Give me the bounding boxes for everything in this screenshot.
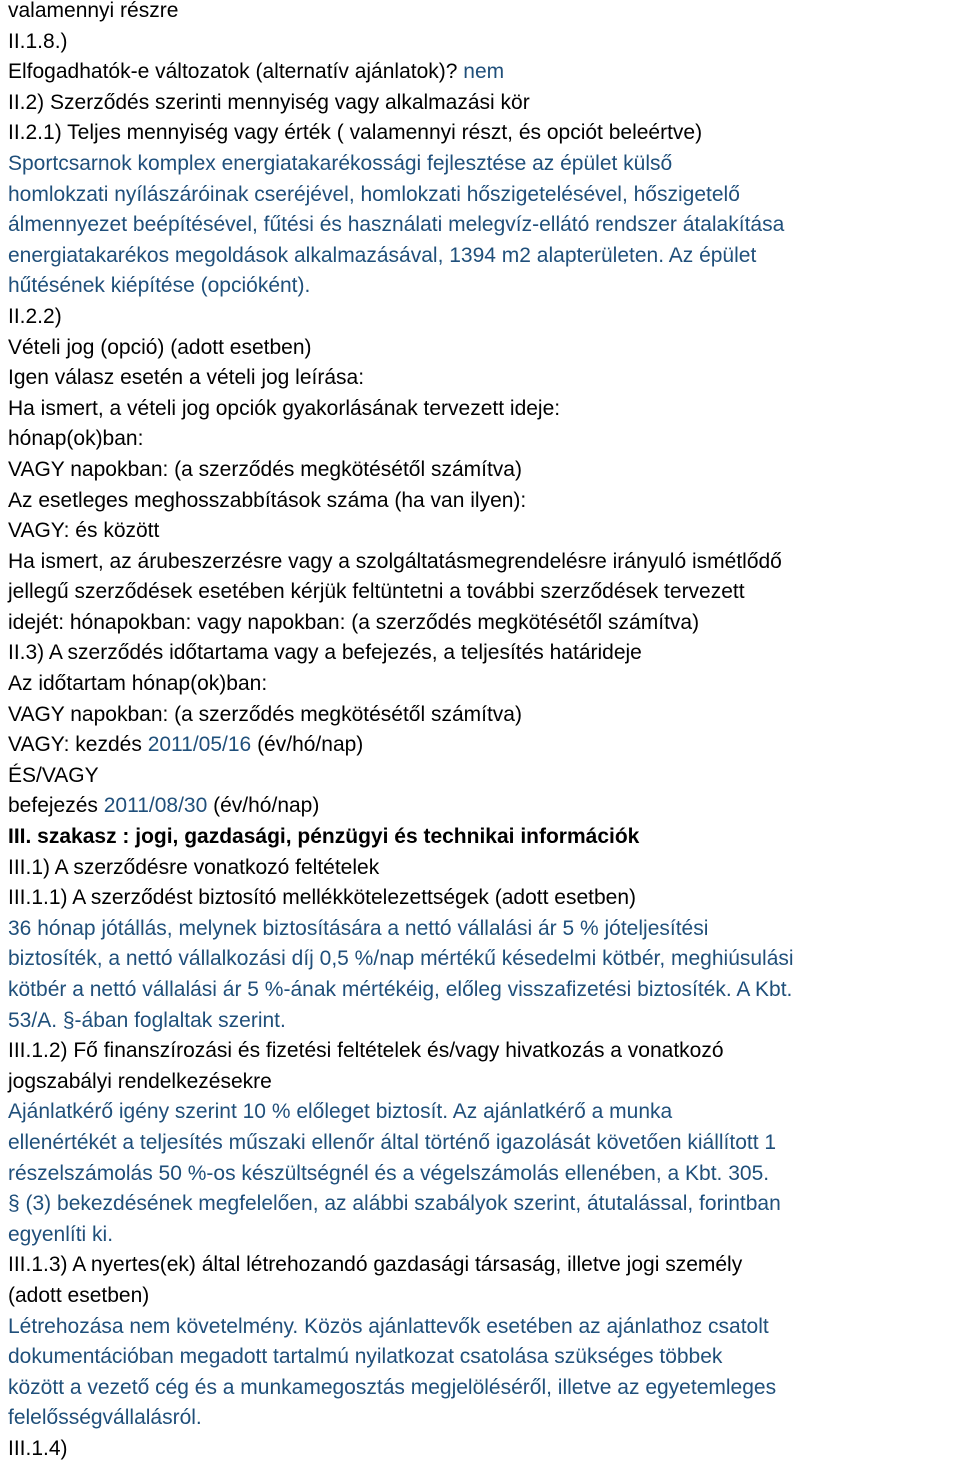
field-value: hűtésének kiépítése (opcióként). — [8, 274, 311, 298]
document-line — [8, 1373, 960, 1404]
section-heading: III. szakasz : jogi, gazdasági, pénzügyi és technikai információk — [8, 825, 640, 849]
document-line — [8, 1067, 960, 1098]
field-label: jogszabályi rendelkezésekre — [8, 1069, 272, 1093]
document-line — [8, 180, 960, 211]
document-line — [8, 271, 960, 302]
document-line — [8, 638, 960, 669]
document-line — [8, 1250, 960, 1281]
field-value: Sportcsarnok komplex energiatakarékossági fejlesztése az épület külső — [8, 151, 673, 175]
document-line — [8, 363, 960, 394]
document-line — [8, 761, 960, 792]
document-line — [8, 822, 960, 853]
field-label: Elfogadhatók-e változatok (alternatív ajánlatok)? — [8, 60, 464, 84]
document-line — [8, 1006, 960, 1037]
field-label: VAGY napokban: (a szerződés megkötésétől számítva) — [8, 702, 522, 726]
field-label: befejezés — [8, 794, 104, 818]
document-line — [8, 210, 960, 241]
document-line — [8, 333, 960, 364]
field-label: II.2.2) — [8, 304, 62, 328]
field-label: (év/hó/nap) — [207, 794, 320, 818]
document-line — [8, 57, 960, 88]
document-line — [8, 1159, 960, 1190]
field-label: III.1.1) A szerződést biztosító mellékkötelezettségek (adott esetben) — [8, 886, 637, 910]
field-value: 36 hónap jótállás, melynek biztosítására a nettó vállalási ár 5 % jóteljesítési — [8, 916, 709, 940]
field-value: biztosíték, a nettó vállalkozási díj 0,5 %/nap mértékű késedelmi kötbér, meghiúsulási — [8, 947, 794, 971]
field-label: III.1.4) — [8, 1436, 68, 1460]
field-value: 2011/05/16 — [147, 733, 252, 757]
field-value: részelszámolás 50 %-os készültségnél és a végelszámolás ellenében, a Kbt. 305. — [8, 1161, 770, 1185]
field-value: kötbér a nettó vállalási ár 5 %-ának mértékéig, előleg visszafizetési biztosíték. A Kbt. — [8, 978, 793, 1001]
document-line — [8, 0, 960, 27]
document-line — [8, 975, 960, 1006]
field-label: (év/hó/nap) — [251, 733, 364, 757]
field-label: III.1.3) A nyertes(ek) által létrehozandó gazdasági társaság, illetve jogi személy — [8, 1253, 743, 1277]
field-value: ellenértékét a teljesítés műszaki ellenőr által történő igazolását követően kiállított 1 — [8, 1130, 777, 1154]
document-line — [8, 700, 960, 731]
field-value: felelősségvállalásról. — [8, 1406, 202, 1430]
document-line — [8, 1189, 960, 1220]
field-value: között a vezető cég és a munkamegosztás megjelöléséről, illetve az egyetemleges — [8, 1375, 777, 1399]
document-line — [8, 669, 960, 700]
field-label: hónap(ok)ban: — [8, 427, 144, 451]
document-line — [8, 944, 960, 975]
document-line — [8, 1281, 960, 1312]
document-line — [8, 455, 960, 486]
field-label: (adott esetben) — [8, 1283, 150, 1307]
field-value: Létrehozása nem követelmény. Közös ajánlattevők esetében az ajánlathoz csatolt — [8, 1314, 769, 1338]
document-line — [8, 1434, 960, 1465]
field-label: II.1.8.) — [8, 29, 68, 53]
field-label: ÉS/VAGY — [8, 763, 99, 787]
field-label: jellegű szerződések esetében kérjük feltüntetni a további szerződések tervezett — [8, 580, 745, 604]
document-line — [8, 1097, 960, 1128]
document-line — [8, 88, 960, 119]
field-label: Ha ismert, az árubeszerzésre vagy a szolgáltatásmegrendelésre irányuló ismétlődő — [8, 549, 782, 573]
document-line — [8, 577, 960, 608]
field-value: nem — [463, 60, 505, 84]
field-value: egyenlíti ki. — [8, 1222, 114, 1246]
field-label: VAGY napokban: (a szerződés megkötésétől számítva) — [8, 457, 522, 481]
document-line — [8, 853, 960, 884]
document-line — [8, 1220, 960, 1251]
field-label: II.2) Szerződés szerinti mennyiség vagy alkalmazási kör — [8, 90, 530, 114]
document-line — [8, 516, 960, 547]
field-label: III.1.2) Fő finanszírozási és fizetési feltételek és/vagy hivatkozás a vonatkozó — [8, 1039, 724, 1063]
field-label: idejét: hónapokban: vagy napokban: (a szerződés megkötésétől számítva) — [8, 610, 700, 634]
field-label: III.1) A szerződésre vonatkozó feltételek — [8, 855, 380, 879]
document-line — [8, 547, 960, 578]
document-line — [8, 1342, 960, 1373]
document-line — [8, 1128, 960, 1159]
field-label: VAGY: és között — [8, 519, 160, 543]
document-line — [8, 914, 960, 945]
field-value: dokumentációban megadott tartalmú nyilatkozat csatolása szükséges többek — [8, 1345, 723, 1369]
field-label: valamennyi részre — [8, 0, 179, 22]
field-value: álmennyezet beépítésével, fűtési és használati melegvíz-ellátó rendszer átalakítása — [8, 213, 785, 237]
field-value: energiatakarékos megoldások alkalmazásával, 1394 m2 alapterületen. Az épület — [8, 243, 757, 267]
field-label: Ha ismert, a vételi jog opciók gyakorlásának tervezett ideje: — [8, 396, 561, 420]
document-line — [8, 730, 960, 761]
document-line — [8, 608, 960, 639]
document-line — [8, 241, 960, 272]
field-value: § (3) bekezdésének megfelelően, az alábbi szabályok szerint, átutalással, forintban — [8, 1192, 781, 1216]
field-value: 2011/08/30 — [103, 794, 208, 818]
field-label: Igen válasz esetén a vételi jog leírása: — [8, 366, 365, 390]
field-label: VAGY: kezdés — [8, 733, 148, 757]
document-line — [8, 486, 960, 517]
document-line — [8, 1036, 960, 1067]
document-line — [8, 394, 960, 425]
field-value: homlokzati nyílászáróinak cseréjével, homlokzati hőszigetelésével, hőszigetelő — [8, 182, 740, 206]
field-value: Ajánlatkérő igény szerint 10 % előleget biztosít. Az ajánlatkérő a munka — [8, 1100, 673, 1124]
field-value: 53/A. §-ában foglaltak szerint. — [8, 1008, 286, 1032]
document-line — [8, 149, 960, 180]
field-label: Az esetleges meghosszabbítások száma (ha van ilyen): — [8, 488, 527, 512]
document-line — [8, 118, 960, 149]
document-line — [8, 1403, 960, 1434]
document-line — [8, 791, 960, 822]
field-label: Az időtartam hónap(ok)ban: — [8, 672, 268, 696]
field-label: Vételi jog (opció) (adott esetben) — [8, 335, 312, 359]
document-line — [8, 424, 960, 455]
document-line — [8, 883, 960, 914]
document-line — [8, 302, 960, 333]
field-label: II.3) A szerződés időtartama vagy a befejezés, a teljesítés határideje — [8, 641, 642, 665]
field-label: II.2.1) Teljes mennyiség vagy érték ( valamennyi részt, és opciót beleértve) — [8, 121, 703, 145]
document-line — [8, 1312, 960, 1343]
document-line — [8, 27, 960, 58]
